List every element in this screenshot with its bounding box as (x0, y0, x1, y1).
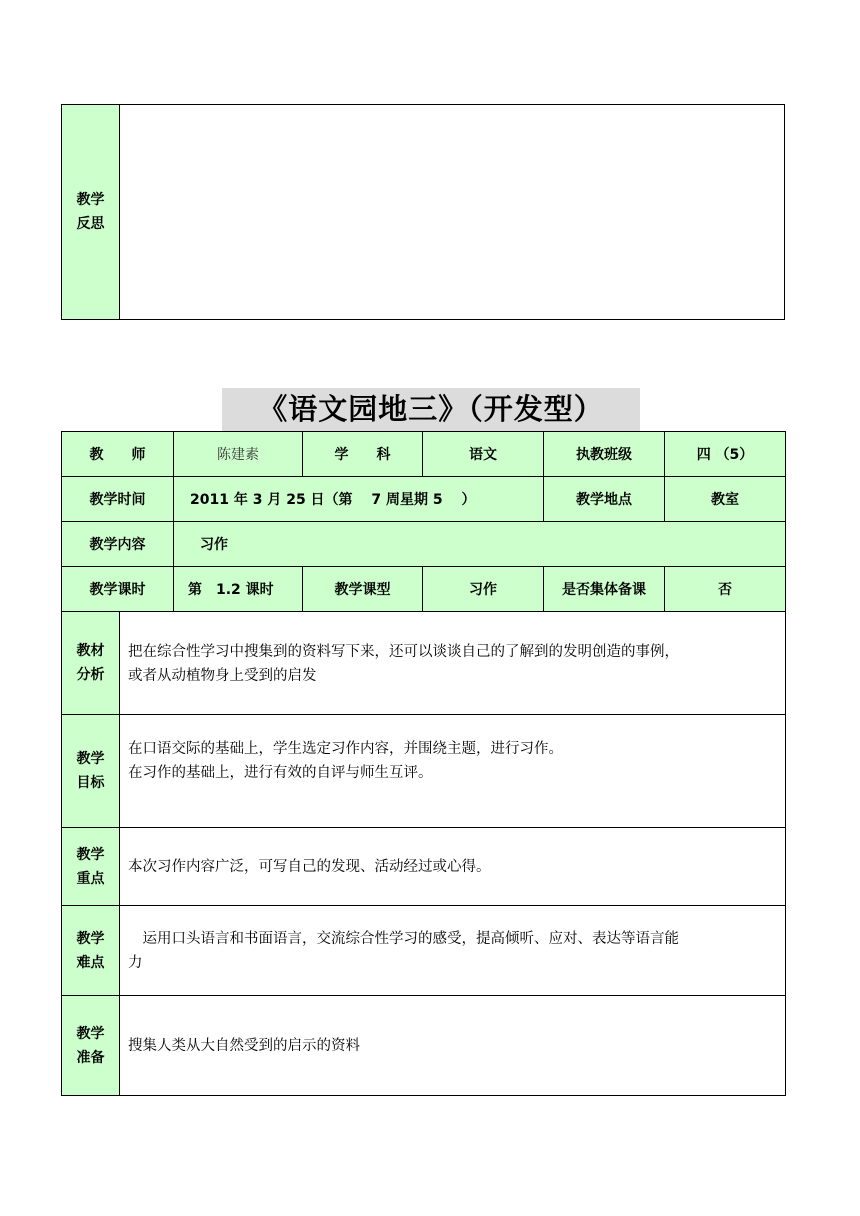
text-line: 本次习作内容广泛，可写自己的发现、活动经过或心得。 (128, 858, 491, 875)
section-label-difficulty (62, 906, 120, 996)
section-text-focus (120, 828, 786, 906)
section-label-line2: 难点 (76, 954, 105, 971)
place-label: 教学地点 (544, 477, 665, 522)
section-label-material (62, 612, 120, 715)
header-row-content (62, 522, 786, 567)
collective-value: 否 (665, 567, 786, 612)
subject-value: 语文 (423, 432, 544, 477)
section-label-preparation (62, 996, 120, 1096)
section-label-line2: 准备 (76, 1049, 105, 1066)
subject-label: 学 科 (303, 432, 423, 477)
section-label-line2: 目标 (76, 775, 105, 791)
header-row-period (62, 567, 786, 612)
section-label-line2: 重点 (76, 870, 105, 887)
section-row-material (62, 612, 786, 715)
place-value: 教室 (665, 477, 786, 522)
section-text-objective (120, 715, 786, 828)
reflection-label-line2: 反思 (76, 216, 105, 232)
section-text-preparation (120, 996, 786, 1096)
time-value: 2011 年 3 月 25 日（第 7 周星期 5 ） (174, 477, 544, 522)
text-line: 在口语交际的基础上，学生选定习作内容，并围绕主题，进行习作。 (128, 741, 563, 757)
section-label-line1: 教学 (76, 751, 105, 767)
text-line: 把在综合性学习中搜集到的资料写下来，还可以谈谈自己的了解到的发明创造的事例， (128, 644, 679, 660)
teacher-value: 陈建素 (174, 432, 303, 477)
period-value: 第 1.2 课时 (174, 567, 303, 612)
section-label-line1: 教学 (76, 930, 105, 947)
text-line: 或者从动植物身上受到的启发 (128, 668, 317, 684)
section-label-line1: 教材 (76, 643, 105, 659)
type-value: 习作 (423, 567, 544, 612)
content-label: 教学内容 (62, 522, 174, 567)
header-row-teacher (62, 432, 786, 477)
time-label: 教学时间 (62, 477, 174, 522)
section-label-line2: 分析 (76, 667, 105, 683)
section-label-line1: 教学 (76, 1025, 105, 1042)
text-line: 力 (128, 954, 143, 971)
text-line: 运用口头语言和书面语言，交流综合性学习的感受，提高倾听、应对、表达等语言能 (128, 930, 679, 947)
type-label: 教学课型 (303, 567, 423, 612)
class-label: 执教班级 (544, 432, 665, 477)
section-row-objective (62, 715, 786, 828)
reflection-table (61, 104, 785, 320)
header-row-time (62, 477, 786, 522)
text-line: 在习作的基础上，进行有效的自评与师生互评。 (128, 765, 433, 781)
section-label-line1: 教学 (76, 846, 105, 863)
reflection-content[interactable] (120, 105, 785, 320)
section-text-material (120, 612, 786, 715)
section-row-difficulty (62, 906, 786, 996)
content-value: 习作 (174, 522, 786, 567)
section-row-preparation (62, 996, 786, 1096)
period-label: 教学课时 (62, 567, 174, 612)
section-text-difficulty (120, 906, 786, 996)
lesson-plan-table (61, 431, 786, 1096)
teacher-label: 教 师 (62, 432, 174, 477)
reflection-label-line1: 教学 (76, 192, 105, 208)
reflection-label (62, 105, 120, 320)
lesson-title: 《语文园地三》（开发型） (222, 388, 640, 431)
text-line: 搜集人类从大自然受到的启示的资料 (128, 1037, 360, 1054)
collective-label: 是否集体备课 (544, 567, 665, 612)
section-label-focus (62, 828, 120, 906)
class-value: 四 （5） (665, 432, 786, 477)
section-row-focus (62, 828, 786, 906)
section-label-objective (62, 715, 120, 828)
